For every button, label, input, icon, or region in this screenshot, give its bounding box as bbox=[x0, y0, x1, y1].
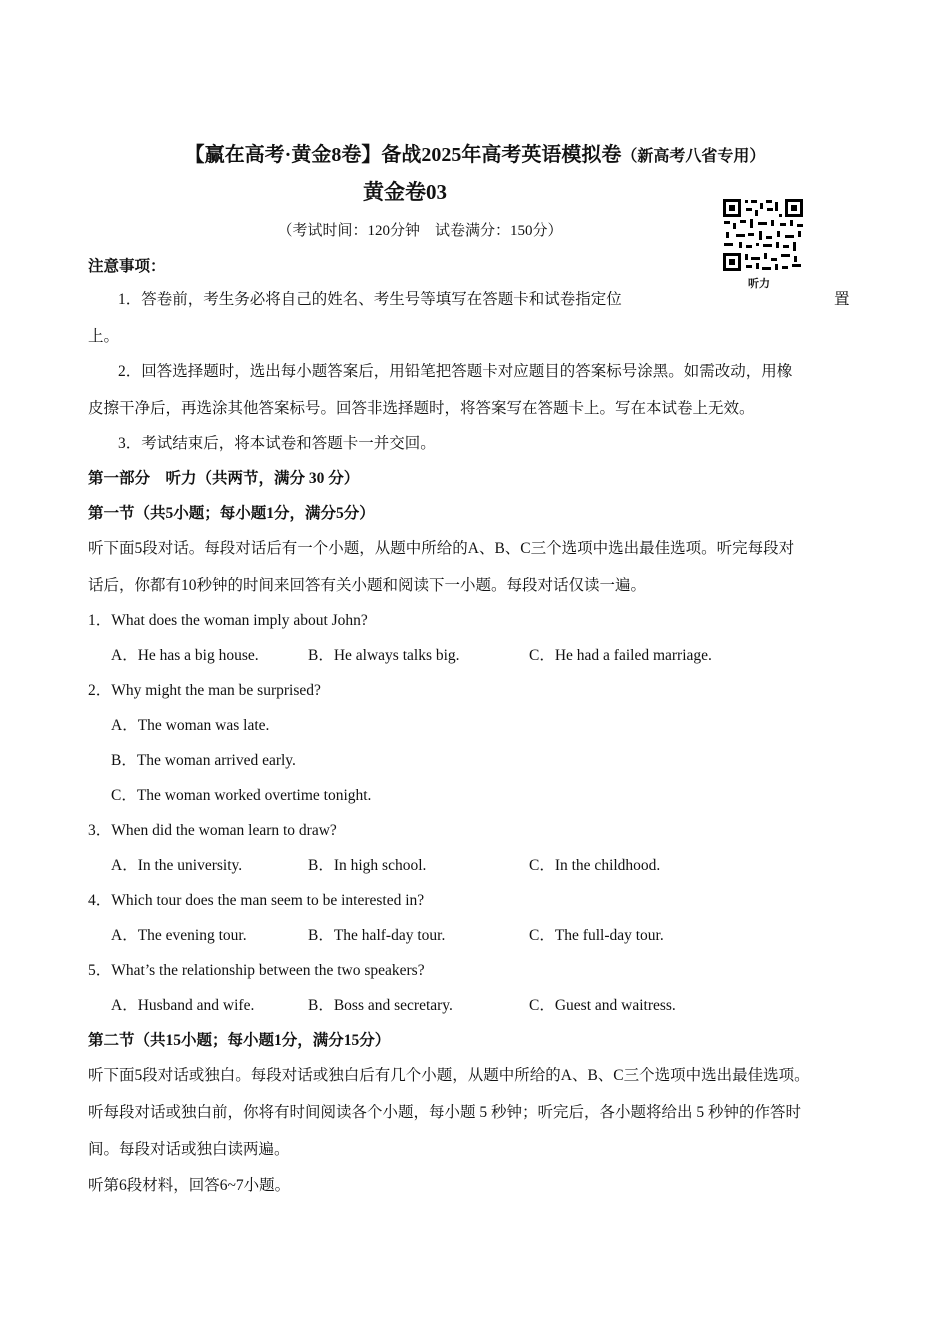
q3-option-a: A．In the university. bbox=[111, 857, 243, 874]
qr-code-icon bbox=[722, 198, 804, 272]
q1-option-b: B．He always talks big. bbox=[308, 647, 460, 664]
question-1: 1．What does the woman imply about John? bbox=[88, 612, 368, 629]
section1-heading: 第一节（共5小题；每小题1分，满分5分） bbox=[88, 505, 375, 522]
q3-option-c: C．In the childhood. bbox=[529, 857, 661, 874]
question-4: 4．Which tour does the man seem to be interested in? bbox=[88, 892, 425, 909]
q1-option-a: A．He has a big house. bbox=[111, 647, 259, 664]
q2-option-c: C．The woman worked overtime tonight. bbox=[111, 787, 372, 804]
question-5: 5．What’s the relationship between the two speakers? bbox=[88, 962, 425, 979]
q4-option-b: B．The half-day tour. bbox=[308, 927, 446, 944]
title-sub: （新高考八省专用） bbox=[621, 148, 766, 165]
notice-heading: 注意事项： bbox=[88, 258, 166, 275]
notice-item-1-cont: 上。 bbox=[88, 328, 120, 345]
q4-option-c: C．The full-day tour. bbox=[529, 927, 664, 944]
q4-option-a: A．The evening tour. bbox=[111, 927, 247, 944]
q1-option-c: C．He had a failed marriage. bbox=[529, 647, 712, 664]
q5-option-a: A．Husband and wife. bbox=[111, 997, 255, 1014]
section1-instructions: 听下面5段对话。每段对话后有一个小题，从题中所给的A、B、C三个选项中选出最佳选项。听完每段对 bbox=[88, 540, 795, 557]
section2-instructions: 听下面5段对话或独白。每段对话或独白后有几个小题，从题中所给的A、B、C三个选项中选出最佳选项。 bbox=[88, 1067, 810, 1084]
q5-option-b: B．Boss and secretary. bbox=[308, 997, 453, 1014]
q2-option-a: A．The woman was late. bbox=[111, 717, 270, 734]
paper-title bbox=[0, 138, 950, 167]
question-2: 2．Why might the man be surprised? bbox=[88, 682, 321, 699]
notice-item-1-end: 置 bbox=[834, 291, 850, 308]
section2-heading: 第二节（共15小题；每小题1分，满分15分） bbox=[88, 1032, 391, 1049]
notice-item-2-cont: 皮擦干净后，再选涂其他答案标号。回答非选择题时，将答案写在答题卡上。写在本试卷上无效。 bbox=[88, 400, 755, 417]
q3-option-b: B．In high school. bbox=[308, 857, 427, 874]
q5-option-c: C．Guest and waitress. bbox=[529, 997, 676, 1014]
qr-caption: 听力 bbox=[748, 278, 770, 290]
material-6-note: 听第6段材料，回答6~7小题。 bbox=[88, 1177, 291, 1194]
section2-instructions-end: 间。每段对话或独白读两遍。 bbox=[88, 1141, 290, 1158]
notice-item-2: 2．回答选择题时，选出每小题答案后，用铅笔把答题卡对应题目的答案标号涂黑。如需改动，用橡 bbox=[118, 363, 793, 380]
section1-instructions-cont: 话后，你都有10秒钟的时间来回答有关小题和阅读下一小题。每段对话仅读一遍。 bbox=[88, 577, 647, 594]
paper-subtitle: 黄金卷03 bbox=[363, 180, 447, 204]
exam-info: （考试时间：120分钟 试卷满分：150分） bbox=[277, 223, 563, 239]
part1-heading: 第一部分 听力（共两节，满分 30 分） bbox=[88, 470, 360, 487]
notice-item-1: 1．答卷前，考生务必将自己的姓名、考生号等填写在答题卡和试卷指定位 bbox=[118, 291, 622, 308]
section2-instructions-cont: 听每段对话或独白前，你将有时间阅读各个小题，每小题 5 秒钟；听完后，各小题将给出 5 秒钟的作答时 bbox=[88, 1104, 802, 1121]
q2-option-b: B．The woman arrived early. bbox=[111, 752, 296, 769]
title-main: 【赢在高考·黄金8卷】备战2025年高考英语模拟卷 bbox=[184, 144, 622, 166]
notice-item-3: 3．考试结束后，将本试卷和答题卡一并交回。 bbox=[118, 435, 436, 452]
question-3: 3．When did the woman learn to draw? bbox=[88, 822, 337, 839]
